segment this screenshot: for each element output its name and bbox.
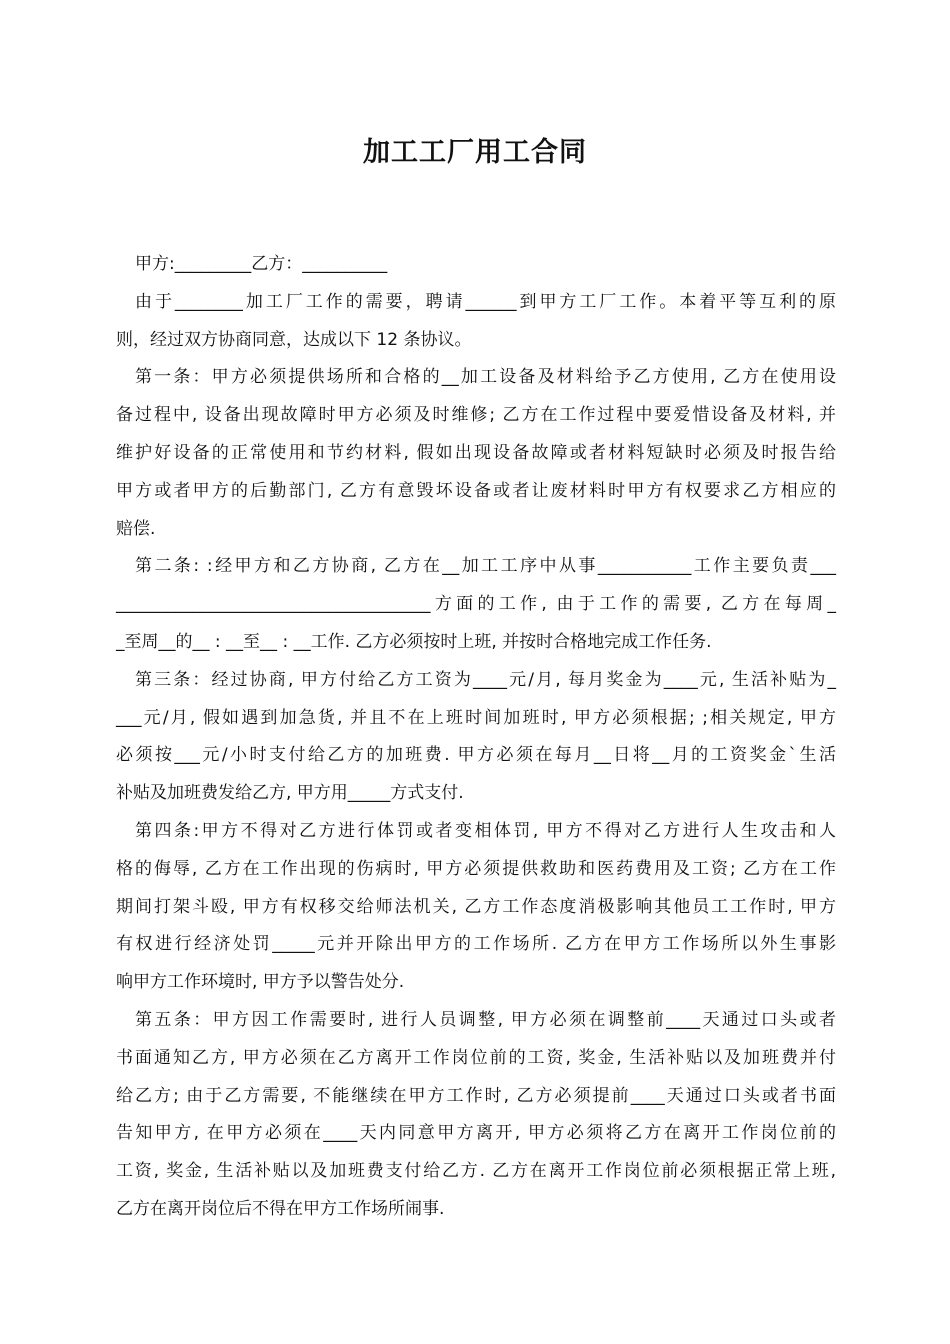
contract-text-line: 维护好设备的正常使用和节约材料, 假如出现设备故障或者材料短缺时必须及时报告给 xyxy=(116,442,836,463)
contract-text-line: 由于________加工厂工作的需要，聘请______到甲方工厂工作。本着平等互利的原 xyxy=(135,291,836,312)
contract-text-line: 第五条：甲方因工作需要时, 进行人员调整, 甲方必须在调整前____天通过口头或者 xyxy=(135,1009,836,1030)
contract-text-line: _____________________________________方面的工作, 由于工作的需要, 乙方在每周_ xyxy=(116,594,836,615)
contract-text-line: 格的侮辱, 乙方在工作出现的伤病时, 甲方必须提供救助和医药费用及工资; 乙方在工作 xyxy=(116,858,836,879)
contract-text-line: 甲方:_________乙方：__________ xyxy=(135,254,388,274)
contract-text-line: 必须按___元/小时支付给乙方的加班费. 甲方必须在每月__日将__月的工资奖金`生活 xyxy=(116,745,836,766)
contract-text-line: 第三条：经过协商, 甲方付给乙方工资为____元/月, 每月奖金为____元, 生活补贴为_ xyxy=(135,669,836,690)
document-title: 加工工厂用工合同 xyxy=(363,137,587,168)
contract-text-line: 甲方或者甲方的后勤部门, 乙方有意毁坏设备或者让废材料时甲方有权要求乙方相应的 xyxy=(116,480,836,501)
contract-text-line: _至周__的__ : __至__ : __工作. 乙方必须按时上班, 并按时合格地完成工作任务. xyxy=(116,631,712,652)
contract-body xyxy=(116,246,836,1229)
contract-text-line: 书面通知乙方, 甲方必须在乙方离开工作岗位前的工资, 奖金, 生活补贴以及加班费并付 xyxy=(116,1047,836,1068)
contract-text-line: 补贴及加班费发给乙方, 甲方用_____方式支付. xyxy=(116,783,464,804)
contract-text-line: 告知甲方, 在甲方必须在____天内同意甲方离开, 甲方必须将乙方在离开工作岗位前的 xyxy=(116,1123,836,1144)
contract-text-line: ___元/月, 假如遇到加急货, 并且不在上班时间加班时, 甲方必须根据; ;相关规定, 甲方 xyxy=(116,707,836,728)
contract-text-line: 给乙方; 由于乙方需要, 不能继续在甲方工作时, 乙方必须提前____天通过口头或者书面 xyxy=(116,1085,836,1106)
contract-text-line: 有权进行经济处罚_____元并开除出甲方的工作场所. 乙方在甲方工作场所以外生事影 xyxy=(116,934,836,955)
contract-text-line: 乙方在离开岗位后不得在甲方工作场所闹事. xyxy=(116,1198,445,1219)
contract-text-line: 赔偿. xyxy=(116,518,156,539)
contract-text-line: 第四条:甲方不得对乙方进行体罚或者变相体罚, 甲方不得对乙方进行人生攻击和人 xyxy=(135,820,836,841)
contract-text-line: 第一条：甲方必须提供场所和合格的__加工设备及材料给予乙方使用, 乙方在使用设 xyxy=(135,367,836,388)
contract-text-line: 则，经过双方协商同意，达成以下 12 条协议。 xyxy=(116,329,472,350)
contract-text-line: 第二条: :经甲方和乙方协商, 乙方在__加工工序中从事___________工作主要负责___ xyxy=(135,556,836,577)
contract-text-line: 备过程中, 设备出现故障时甲方必须及时维修; 乙方在工作过程中要爱惜设备及材料, 并 xyxy=(116,405,836,426)
contract-text-line: 工资, 奖金, 生活补贴以及加班费支付给乙方. 乙方在离开工作岗位前必须根据正常上班, xyxy=(116,1161,836,1182)
contract-text-line: 响甲方工作环境时, 甲方予以警告处分. xyxy=(116,972,405,993)
contract-text-line: 期间打架斗殴, 甲方有权移交给师法机关, 乙方工作态度消极影响其他员工工作时, 甲方 xyxy=(116,896,836,917)
